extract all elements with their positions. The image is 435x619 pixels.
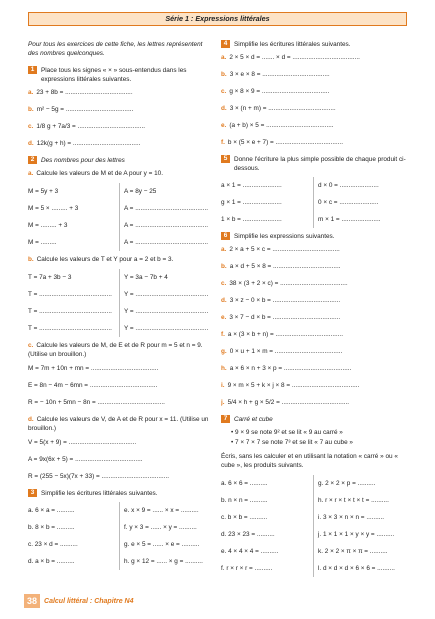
answer-cell: T = ......................................... xyxy=(28,320,120,337)
answer-cell: g × 1 = ...................... xyxy=(221,194,314,211)
item-label: f. xyxy=(221,139,225,146)
item-text: 5/4 × h + g × 5/2 = ...................................... xyxy=(227,399,350,406)
answer-cell: f. r × r × r = .......... xyxy=(221,560,314,577)
exercise-7-bullets xyxy=(231,428,407,448)
answer-cell: e. 4 × 4 × 4 = .......... xyxy=(221,543,314,560)
bullet-item: • 7 × 7 × 7 se note 7³ et se lit « 7 au cube » xyxy=(231,438,407,448)
exercise-3-grid xyxy=(28,502,212,570)
answer-cell: g. 2 × 2 × p = .......... xyxy=(318,480,376,487)
exercise-item xyxy=(28,122,212,131)
exercise-title: Carré et cube xyxy=(234,416,273,423)
exercise-number: 6 xyxy=(221,232,230,240)
item-text: 2 × 5 × d = ....... × d = ...................................... xyxy=(229,54,360,61)
answer-cell: M = 5y + 3 xyxy=(28,183,120,200)
exercise-title: Donne l'écriture la plus simple possible de chaque produit ci-dessous. xyxy=(234,156,406,172)
answer-cell: 0 × c = ...................... xyxy=(318,199,379,206)
item-text: a × (3 × b + n) = ...................................... xyxy=(227,331,343,338)
answer-cell: h. g × 12 = ...... × g = .......... xyxy=(124,558,203,565)
answer-line: V = 5(x + 9) = ...................................... xyxy=(28,439,137,446)
answer-lines-c xyxy=(28,364,212,407)
item-text: (a + b) × 5 = ...................................... xyxy=(229,122,334,129)
exercise-item xyxy=(221,279,407,288)
exercise-item xyxy=(221,262,407,271)
exercise-2-header xyxy=(28,156,212,165)
answer-cell: T = 7a + 3b − 3 xyxy=(28,269,120,286)
answer-line: A = 9x(6x + 5) = ...................................... xyxy=(28,456,143,463)
chapter-label: Calcul littéral : Chapitre N4 xyxy=(44,597,134,605)
exercise-item xyxy=(221,53,407,62)
exercise-item xyxy=(221,70,407,79)
answer-cell: A = ......................................... xyxy=(124,239,208,246)
exercise-1-header xyxy=(28,66,212,84)
exercise-4-items xyxy=(221,53,407,147)
answer-cell: A = ......................................... xyxy=(124,205,208,212)
answer-cell: M = ......... xyxy=(28,234,120,251)
exercise-title: Simplifie les expressions suivantes. xyxy=(234,233,335,240)
exercise-7-header xyxy=(221,415,407,424)
exercise-item xyxy=(221,347,407,356)
item-label: a. xyxy=(221,54,227,61)
item-label: c. xyxy=(221,280,227,287)
item-label: c. xyxy=(221,88,227,95)
exercise-item xyxy=(28,105,212,114)
exercise-item xyxy=(221,398,407,407)
exercise-item xyxy=(221,364,407,373)
exercise-number: 1 xyxy=(28,66,37,74)
bullet-item: • 9 × 9 se note 9² et se lit « 9 au carré » xyxy=(231,428,407,438)
answer-cell: T = ......................................... xyxy=(28,286,120,303)
question-c: c. Calcule les valeurs de M, de E et de R pour m = 5 et n = 9. (Utilise un brouillon.) xyxy=(28,342,203,358)
exercise-item xyxy=(221,296,407,305)
exercise-item xyxy=(28,88,212,97)
item-text: m² − 5g = ...................................... xyxy=(36,106,134,113)
answer-cell: d × 0 = ...................... xyxy=(318,182,379,189)
answer-line: R = (255 − 5x)(7x + 33) = ...................................... xyxy=(28,473,169,480)
answer-line: M = 7m + 10n + mn = ...................................... xyxy=(28,365,159,372)
exercise-7-grid xyxy=(221,475,407,577)
left-column xyxy=(28,40,212,570)
exercise-item xyxy=(221,330,407,339)
item-label: e. xyxy=(221,122,227,129)
answer-cell: l. d × d × d × 6 × 6 = .......... xyxy=(318,565,395,572)
item-label: b. xyxy=(28,106,34,113)
answer-cell: 1 × b = ...................... xyxy=(221,211,314,228)
answer-cell: a × 1 = ...................... xyxy=(221,177,314,194)
item-label: b. xyxy=(221,71,227,78)
item-label: f. xyxy=(221,331,225,338)
exercise-item xyxy=(221,381,407,390)
exercise-number: 3 xyxy=(28,489,37,497)
exercise-title: Des nombres pour des lettres xyxy=(41,157,125,164)
item-text: 3 × (n + m) = ...................................... xyxy=(229,105,336,112)
item-label: g. xyxy=(221,348,227,355)
item-label: d. xyxy=(28,140,34,147)
exercise-item xyxy=(221,245,407,254)
answer-cell: Y = ......................................... xyxy=(124,325,209,332)
intro-text: Pour tous les exercices de cette fiche, les lettres représentent des nombres quelconques. xyxy=(28,41,203,57)
exercise-item xyxy=(221,121,407,130)
answer-cell: i. 3 × 3 × n × n = .......... xyxy=(318,514,385,521)
answer-cell: k. 2 × 2 × π × π = .......... xyxy=(318,548,388,555)
answer-line: E = 8n − 4m − 6mn = ...................................... xyxy=(28,382,158,389)
item-text: 23 + 8b = ...................................... xyxy=(36,89,133,96)
answer-cell: Y = ......................................... xyxy=(124,308,209,315)
answer-cell: f. y × 3 = ...... × y = .......... xyxy=(124,524,197,531)
exercise-number: 7 xyxy=(221,415,230,423)
item-text: a × 6 × n + 3 × p = ...................................... xyxy=(229,365,352,372)
question-a: a. Calcule les valeurs de M et de A pour y = 10. xyxy=(28,170,163,177)
item-text: 1/8 g + 7a/3 = ...................................... xyxy=(36,123,146,130)
item-label: h. xyxy=(221,365,227,372)
answer-line: R = − 10n + 5mn − 8n = ...................................... xyxy=(28,399,165,406)
item-text: 9 × m × 5 + k × j × 8 = ...................................... xyxy=(227,382,360,389)
answer-lines-d xyxy=(28,438,212,481)
exercise-title: Place tous les signes « × » sous-entendus dans les expressions littérales suivantes. xyxy=(41,67,187,83)
item-text: g × 8 × 9 = ...................................... xyxy=(229,88,330,95)
answer-cell: b. n × n = .......... xyxy=(221,492,314,509)
exercise-3-header xyxy=(28,489,212,498)
page-title: Série 1 : Expressions littérales xyxy=(28,12,407,26)
answer-grid-b xyxy=(28,269,212,337)
exercise-item xyxy=(221,313,407,322)
item-label: b. xyxy=(221,263,227,270)
answer-cell: g. e × 5 = ...... × e = .......... xyxy=(124,541,200,548)
answer-cell: b. 8 × b = .......... xyxy=(28,519,120,536)
answer-cell: j. 1 × 1 × 1 × y × y = .......... xyxy=(318,531,395,538)
exercise-number: 5 xyxy=(221,155,230,163)
answer-cell: Y = ......................................... xyxy=(124,291,209,298)
exercise-item xyxy=(221,104,407,113)
exercise-6-items xyxy=(221,245,407,407)
exercise-1-items xyxy=(28,88,212,148)
exercise-title: Simplifie les écritures littérales suivantes. xyxy=(41,490,158,497)
exercise-4-header xyxy=(221,40,407,49)
answer-cell: A = 8y − 25 xyxy=(124,188,157,195)
exercise-6-header xyxy=(221,232,407,241)
answer-cell: a. 6 × 6 = .......... xyxy=(221,475,314,492)
answer-cell: e. x × 9 = ...... × x = .......... xyxy=(124,507,199,514)
exercise-number: 4 xyxy=(221,40,230,48)
item-label: i. xyxy=(221,382,225,389)
answer-cell: d. a × b = .......... xyxy=(28,553,120,570)
answer-cell: c. b × b = .......... xyxy=(221,509,314,526)
answer-cell: T = ......................................... xyxy=(28,303,120,320)
exercise-number: 2 xyxy=(28,156,37,164)
item-text: 3 × 7 − d × b = ...................................... xyxy=(229,314,341,321)
exercise-7-text: Écris, sans les calculer et en utilisant la notation « carré » ou « cube », les produits suivants. xyxy=(221,453,398,469)
item-text: 3 × e × 8 = ...................................... xyxy=(229,71,330,78)
page-footer xyxy=(24,594,133,608)
answer-cell: a. 6 × a = .......... xyxy=(28,502,120,519)
exercise-title: Simplifie les écritures littérales suivantes. xyxy=(234,41,351,48)
item-label: d. xyxy=(221,297,227,304)
item-text: 38 × (3 + 2 × c) = ...................................... xyxy=(229,280,348,287)
answer-cell: Y = 3a − 7b + 4 xyxy=(124,274,168,281)
page-number: 38 xyxy=(24,594,40,608)
item-text: 12k(g + h) = ...................................... xyxy=(36,140,141,147)
item-label: j. xyxy=(221,399,225,406)
answer-cell: A = ......................................... xyxy=(124,222,208,229)
question-d: d. Calcule les valeurs de V, de A et de R pour x = 11. (Utilise un brouillon.) xyxy=(28,416,209,432)
answer-cell: h. r × r × t × t × t = .......... xyxy=(318,497,389,504)
item-label: c. xyxy=(28,123,34,130)
exercise-5-header xyxy=(221,155,407,173)
item-label: d. xyxy=(221,105,227,112)
answer-cell: M = 5 × ......... + 3 xyxy=(28,200,120,217)
item-text: 3 × z − 0 × b = ...................................... xyxy=(229,297,341,304)
answer-cell: m × 1 = ...................... xyxy=(318,216,381,223)
answer-grid-a xyxy=(28,183,212,251)
item-label: a. xyxy=(28,89,34,96)
item-text: 2 × a + 5 × c = ...................................... xyxy=(229,246,340,253)
exercise-5-grid xyxy=(221,177,407,228)
item-label: e. xyxy=(221,314,227,321)
item-label: a. xyxy=(221,246,227,253)
question-b: b. Calcule les valeurs de T et Y pour a = 2 et b = 3. xyxy=(28,256,174,263)
item-text: a × d + 5 × 8 = ...................................... xyxy=(229,263,341,270)
item-text: b × (5 × e + 7) = ...................................... xyxy=(227,139,343,146)
answer-cell: c. 23 × d = .......... xyxy=(28,536,120,553)
item-text: 0 × u + 1 × m = ...................................... xyxy=(229,348,343,355)
answer-cell: d. 23 × 23 = .......... xyxy=(221,526,314,543)
exercise-item xyxy=(28,139,212,148)
exercise-item xyxy=(221,87,407,96)
right-column xyxy=(221,40,407,577)
exercise-item xyxy=(221,138,407,147)
answer-cell: M = ......... + 3 xyxy=(28,217,120,234)
